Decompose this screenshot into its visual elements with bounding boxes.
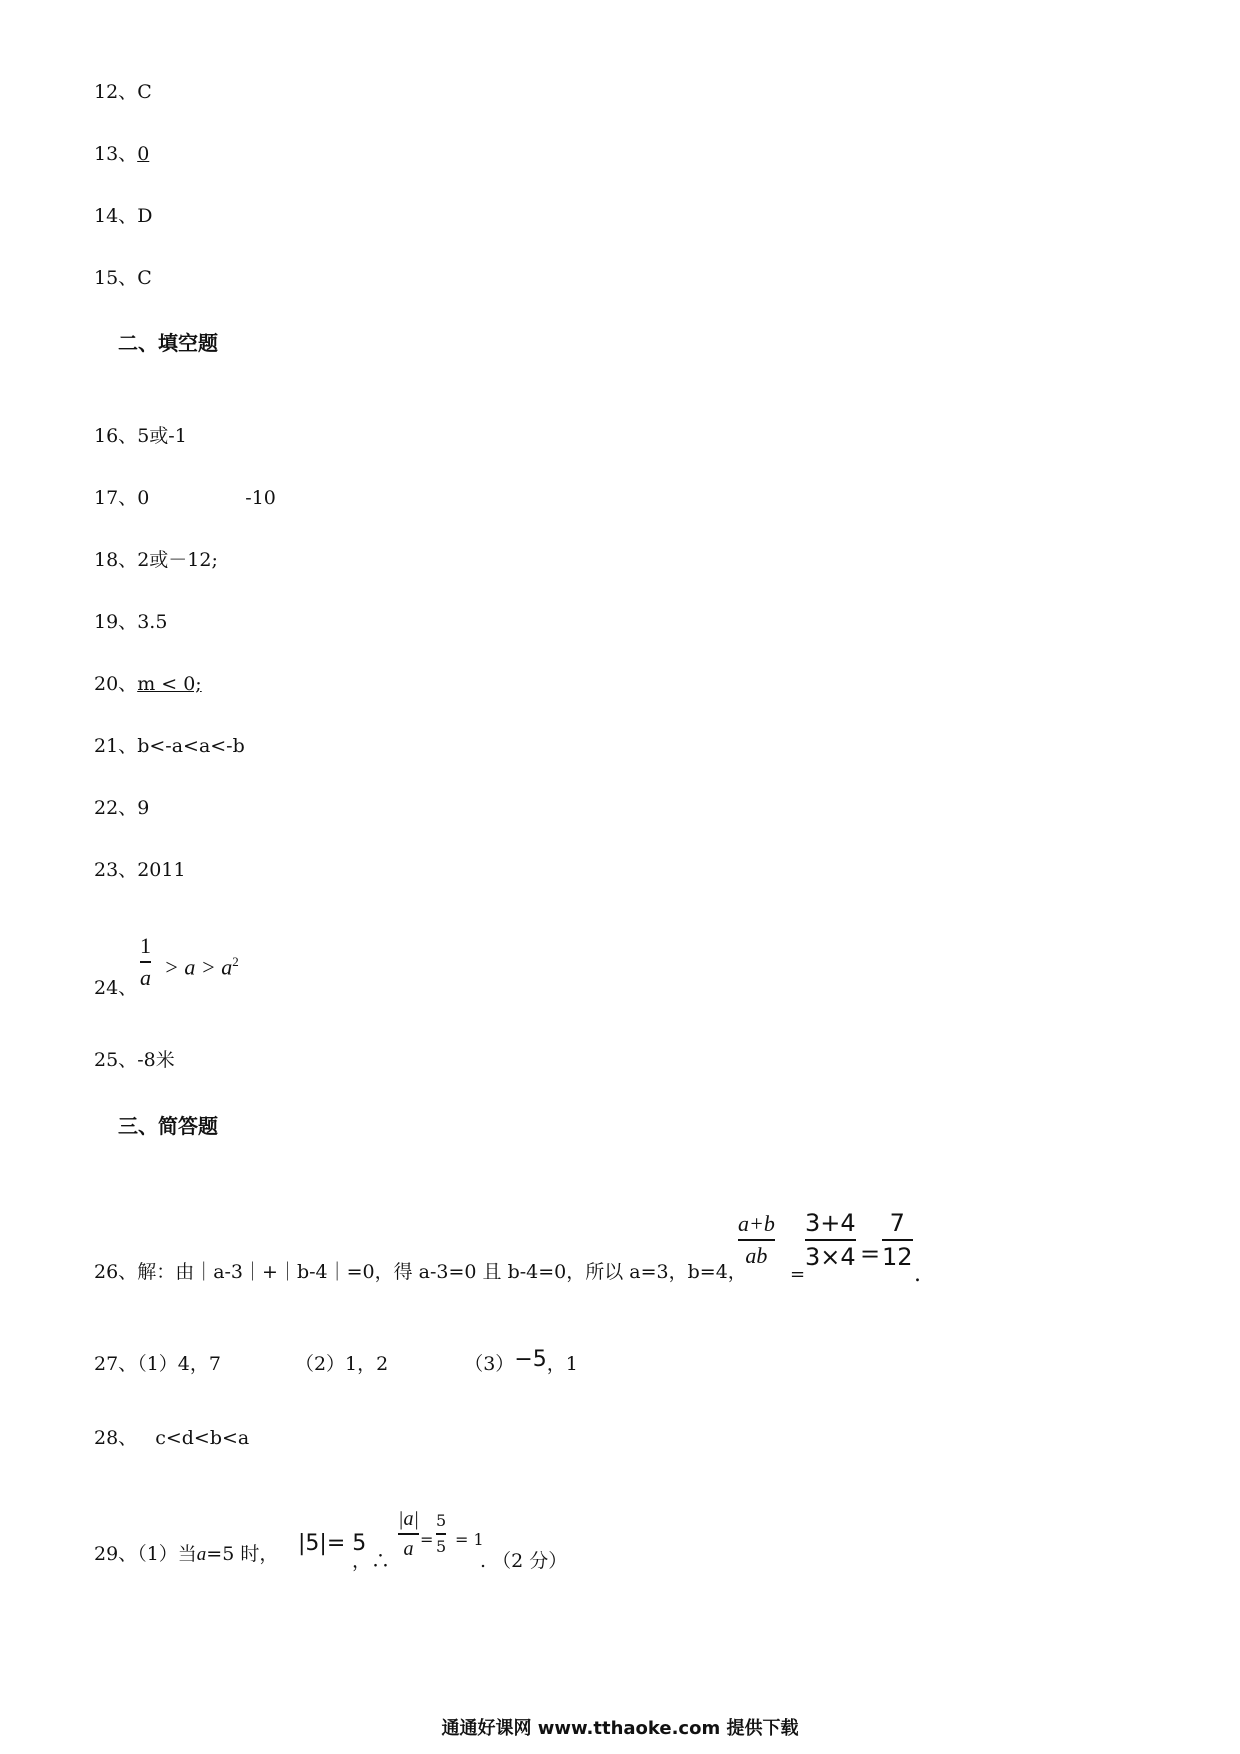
answer-13 [94, 142, 149, 166]
answer-19 [94, 610, 167, 634]
page-footer: 通通好课网 www.tthaoke.com 提供下载 [441, 1718, 799, 1739]
fraction-denominator: a [403, 1538, 414, 1560]
answer-number: 15、 [94, 267, 138, 289]
fraction-numerator: 1 [140, 933, 151, 958]
answer-value: 5或-1 [137, 425, 187, 447]
answer-12 [94, 80, 152, 104]
fraction-bar [140, 961, 151, 963]
answer-number: 12、 [94, 81, 138, 103]
answer-part-2: （2）1，2 [294, 1353, 389, 1375]
fraction-numerator: a+b [738, 1211, 775, 1236]
answer-value: m < 0; [137, 673, 202, 695]
answer-22 [94, 796, 149, 820]
fraction-bar [436, 1533, 446, 1535]
answer-value: 2011 [137, 859, 186, 881]
answer-number: 29、 [94, 1543, 138, 1565]
abs-five-expression: |5|= 5 [298, 1531, 367, 1556]
answer-part-1: （1）4，7 [137, 1353, 221, 1375]
answer-number: 23、 [94, 859, 138, 881]
fraction-denominator: 3×4 [805, 1243, 856, 1272]
fraction-numerator: 7 [889, 1209, 905, 1237]
fraction-abs-a-over-a [398, 1508, 419, 1560]
fraction-bar [805, 1239, 856, 1241]
fraction-3plus4-over-3x4 [805, 1210, 856, 1271]
answer-part-3-rest: ，1 [546, 1353, 578, 1375]
score-note: . （2 分） [480, 1550, 568, 1572]
answer-number: 14、 [94, 205, 138, 227]
equals-one: = 1 [455, 1530, 484, 1549]
answer-27 [94, 1347, 578, 1376]
answer-value: 3.5 [137, 611, 168, 633]
answer-value: 9 [137, 797, 150, 819]
answer-26-text [94, 1260, 747, 1284]
exponent: 2 [232, 954, 239, 969]
answer-number: 25、 [94, 1049, 138, 1071]
answer-value: C [137, 267, 152, 289]
fraction-bar [738, 1239, 775, 1241]
fraction-bar [882, 1239, 913, 1241]
equals-sign: = [790, 1264, 806, 1285]
answer-value: D [137, 205, 153, 227]
answer-value: b<-a<a<-b [137, 735, 245, 757]
answer-part-3-value: −5 [514, 1347, 547, 1372]
answer-number: 20、 [94, 673, 138, 695]
answer-number: 17、 [94, 487, 138, 509]
solution-text: 解：由｜a-3｜+｜b-4｜=0，得 a-3=0 且 b-4=0，所以 a=3，b=4， [137, 1261, 747, 1283]
answer-number: 18、 [94, 549, 138, 571]
answer-number: 16、 [94, 425, 138, 447]
answer-15 [94, 266, 152, 290]
fraction-denominator: 12 [882, 1243, 913, 1272]
answer-20 [94, 672, 202, 696]
answer-25 [94, 1048, 175, 1072]
answer-17 [94, 486, 276, 510]
answer-value: 2或－12; [137, 549, 218, 571]
answer-number: 26、 [94, 1261, 138, 1283]
answer-value: C [137, 81, 152, 103]
answer-14 [94, 204, 152, 228]
answer-value: 0 [137, 143, 150, 165]
answer-number: 13、 [94, 143, 138, 165]
answer-16 [94, 424, 187, 448]
fraction-numerator: 5 [436, 1511, 447, 1530]
period: . [914, 1262, 921, 1287]
fraction-5-over-5 [436, 1512, 446, 1555]
inequality-expression [164, 954, 239, 980]
fraction-7-over-12 [882, 1210, 913, 1271]
equals-sign: = [420, 1530, 434, 1549]
fraction-bar [398, 1533, 419, 1535]
inequality-text: > a > a [164, 954, 233, 980]
section-heading-short-answer: 三、简答题 [118, 1114, 218, 1138]
answer-21 [94, 734, 245, 758]
answer-number: 19、 [94, 611, 138, 633]
answer-number: 27、 [94, 1353, 138, 1375]
answer-24-number: 24、 [94, 977, 138, 999]
therefore-text: ，∴ [352, 1550, 391, 1572]
fraction-a-plus-b-over-ab [738, 1212, 775, 1268]
section-heading-fill: 二、填空题 [118, 331, 218, 355]
answer-number: 28、 [94, 1427, 138, 1449]
answer-number: 22、 [94, 797, 138, 819]
variable-a: a [196, 1544, 207, 1565]
answer-value: -8米 [137, 1049, 175, 1071]
answer-23 [94, 858, 186, 882]
fraction-numerator: |a| [398, 1508, 419, 1530]
answer-value: c<d<b<a [155, 1427, 250, 1449]
answer-number: 21、 [94, 735, 138, 757]
answer-value-2: -10 [245, 487, 276, 509]
fraction-denominator: a [140, 965, 151, 991]
solution-text: =5 时， [206, 1543, 279, 1565]
fraction-denominator: ab [745, 1243, 768, 1269]
answer-28 [94, 1426, 249, 1450]
solution-text: （1）当 [137, 1543, 197, 1565]
equals-sign: = [860, 1240, 881, 1268]
answer-29-text [94, 1542, 278, 1567]
answer-value: 0 [137, 487, 150, 509]
answer-18 [94, 548, 218, 572]
fraction-1-over-a [140, 934, 151, 990]
fraction-denominator: 5 [436, 1536, 447, 1556]
answer-part-3-label: （3） [464, 1353, 515, 1375]
fraction-numerator: 3+4 [805, 1209, 856, 1237]
